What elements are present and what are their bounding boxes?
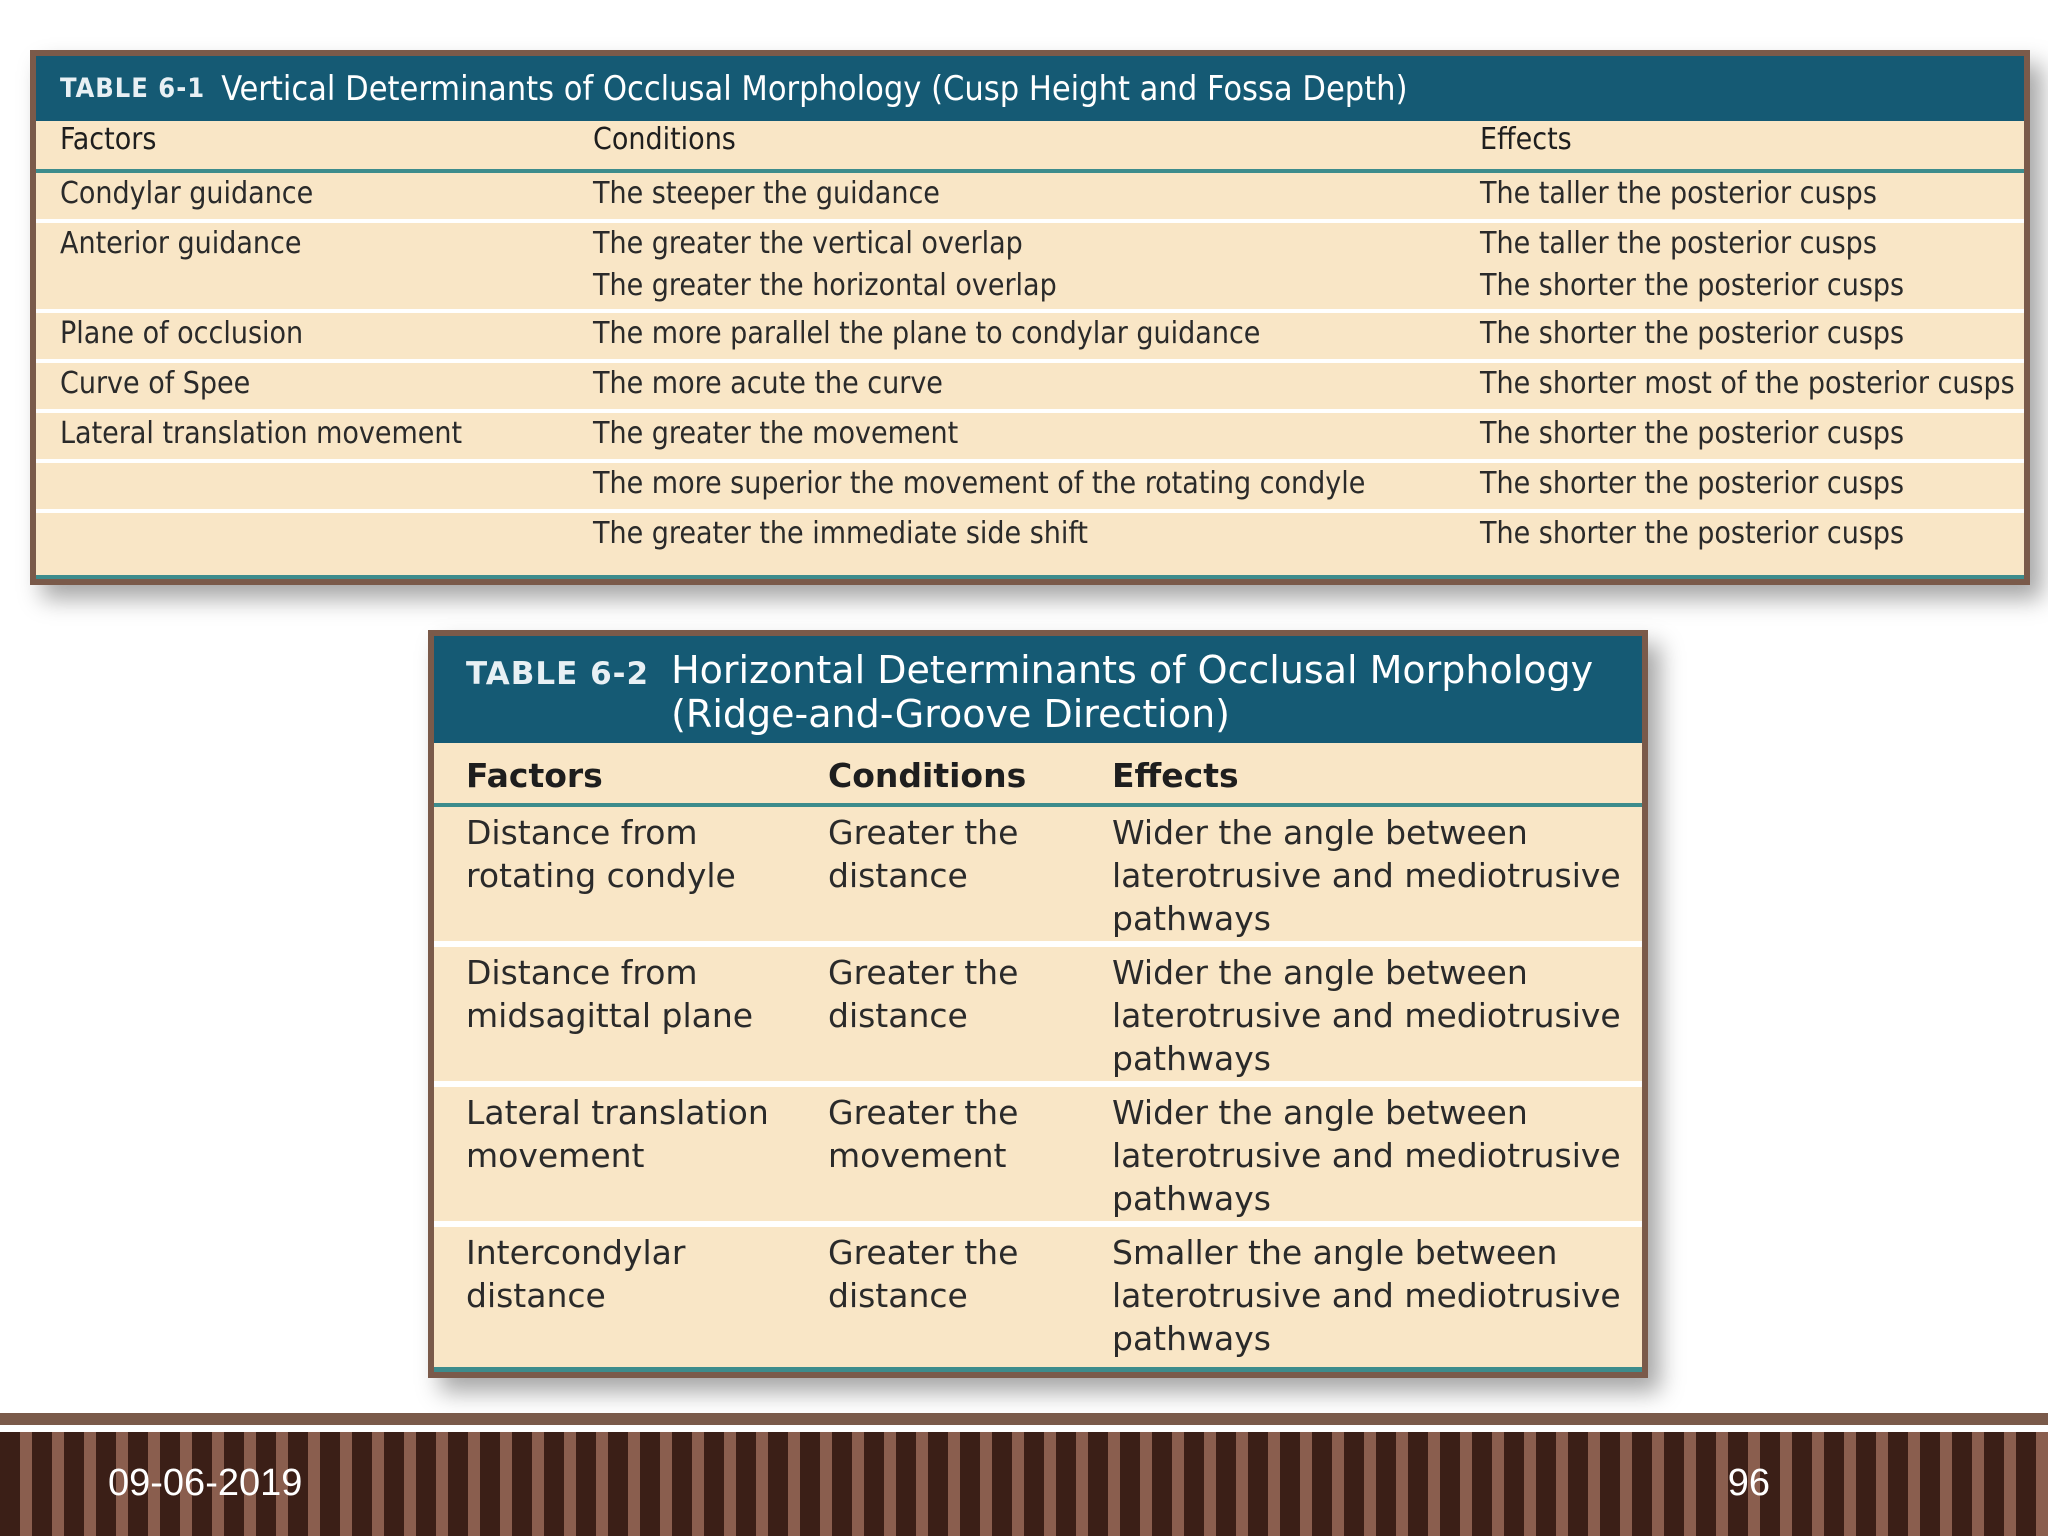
table-row bbox=[434, 807, 1642, 947]
table-title-bar bbox=[434, 636, 1642, 743]
table-title: Vertical Determinants of Occlusal Morphology (Cusp Height and Fossa Depth) bbox=[221, 68, 1408, 109]
table-row bbox=[36, 173, 2024, 223]
factor-cell: Distance from midsagittal plane bbox=[466, 953, 754, 1035]
column-header-conditions: Conditions bbox=[593, 122, 736, 157]
table-bottom-rule bbox=[434, 1367, 1642, 1372]
table-header-row bbox=[434, 743, 1642, 807]
effect-cell: Wider the angle between laterotrusive and mediotrusive pathways bbox=[1112, 813, 1621, 938]
footer-date: 09-06-2019 bbox=[108, 1462, 303, 1504]
effect-cell: The shorter the posterior cusps bbox=[1480, 416, 1905, 451]
table-row bbox=[36, 223, 2024, 313]
table-tag: TABLE 6-2 bbox=[466, 656, 650, 692]
condition-cell: Greater the distance bbox=[828, 953, 1019, 1035]
table-tag: TABLE 6-1 bbox=[60, 73, 206, 104]
table-title-bar bbox=[36, 56, 2024, 121]
slide-footer bbox=[0, 1432, 2048, 1536]
table-bottom-rule bbox=[36, 575, 2024, 579]
factor-cell: Distance from rotating condyle bbox=[466, 813, 736, 895]
column-header-effects: Effects bbox=[1112, 756, 1239, 795]
effect-cell: The shorter the posterior cusps bbox=[1480, 466, 1905, 501]
effect-cell: The shorter the posterior cusps bbox=[1480, 516, 1905, 551]
condition-cell: The more acute the curve bbox=[593, 366, 943, 401]
factor-cell: Anterior guidance bbox=[60, 226, 302, 261]
factor-cell: Curve of Spee bbox=[60, 366, 251, 401]
condition-cell: Greater the distance bbox=[828, 1233, 1019, 1315]
table-row bbox=[434, 1087, 1642, 1227]
condition-cell: The more parallel the plane to condylar guidance bbox=[593, 316, 1261, 351]
factor-cell: Lateral translation movement bbox=[466, 1093, 769, 1175]
effect-cell: The shorter most of the posterior cusps bbox=[1480, 366, 2015, 401]
factor-cell: Intercondylar distance bbox=[466, 1233, 686, 1315]
column-header-factors: Factors bbox=[60, 122, 157, 157]
table-row bbox=[36, 513, 2024, 561]
table-6-2 bbox=[428, 630, 1648, 1378]
table-row bbox=[36, 313, 2024, 363]
table-6-1 bbox=[30, 50, 2030, 585]
slide-number: 96 bbox=[1727, 1462, 1770, 1504]
factor-cell: Condylar guidance bbox=[60, 176, 314, 211]
table-row bbox=[36, 363, 2024, 413]
effect-cell: Wider the angle between laterotrusive and mediotrusive pathways bbox=[1112, 1093, 1621, 1218]
effect-cell: The taller the posterior cusps bbox=[1480, 176, 1877, 211]
condition-cell: Greater the movement bbox=[828, 1093, 1019, 1175]
condition-cell: The steeper the guidance bbox=[593, 176, 940, 211]
table-row bbox=[434, 947, 1642, 1087]
condition-cell: The more superior the movement of the rotating condyle bbox=[593, 466, 1366, 501]
effect-cell: The shorter the posterior cusps bbox=[1480, 268, 1905, 303]
condition-cell: The greater the immediate side shift bbox=[593, 516, 1088, 551]
column-header-factors: Factors bbox=[466, 756, 603, 795]
effect-cell: The taller the posterior cusps bbox=[1480, 226, 1877, 261]
table-header-row bbox=[36, 121, 2024, 173]
table-row bbox=[36, 463, 2024, 513]
factor-cell bbox=[36, 513, 569, 561]
condition-cell: The greater the horizontal overlap bbox=[593, 268, 1057, 303]
condition-cell: Greater the distance bbox=[828, 813, 1019, 895]
table-row bbox=[36, 413, 2024, 463]
column-header-effects: Effects bbox=[1480, 122, 1572, 157]
effect-cell: Wider the angle between laterotrusive and mediotrusive pathways bbox=[1112, 953, 1621, 1078]
table-row bbox=[434, 1227, 1642, 1367]
condition-cell-group bbox=[569, 223, 1456, 309]
factor-cell bbox=[36, 463, 569, 509]
factor-cell: Plane of occlusion bbox=[60, 316, 304, 351]
condition-cell: The greater the vertical overlap bbox=[593, 226, 1023, 261]
footer-divider bbox=[0, 1413, 2048, 1425]
condition-cell: The greater the movement bbox=[593, 416, 959, 451]
effect-cell: The shorter the posterior cusps bbox=[1480, 316, 1905, 351]
effect-cell-group bbox=[1456, 223, 2024, 309]
factor-cell: Lateral translation movement bbox=[60, 416, 463, 451]
effect-cell: Smaller the angle between laterotrusive and mediotrusive pathways bbox=[1112, 1233, 1621, 1358]
column-header-conditions: Conditions bbox=[828, 756, 1027, 795]
table-title: Horizontal Determinants of Occlusal Morphology (Ridge-and-Groove Direction) bbox=[671, 648, 1594, 736]
